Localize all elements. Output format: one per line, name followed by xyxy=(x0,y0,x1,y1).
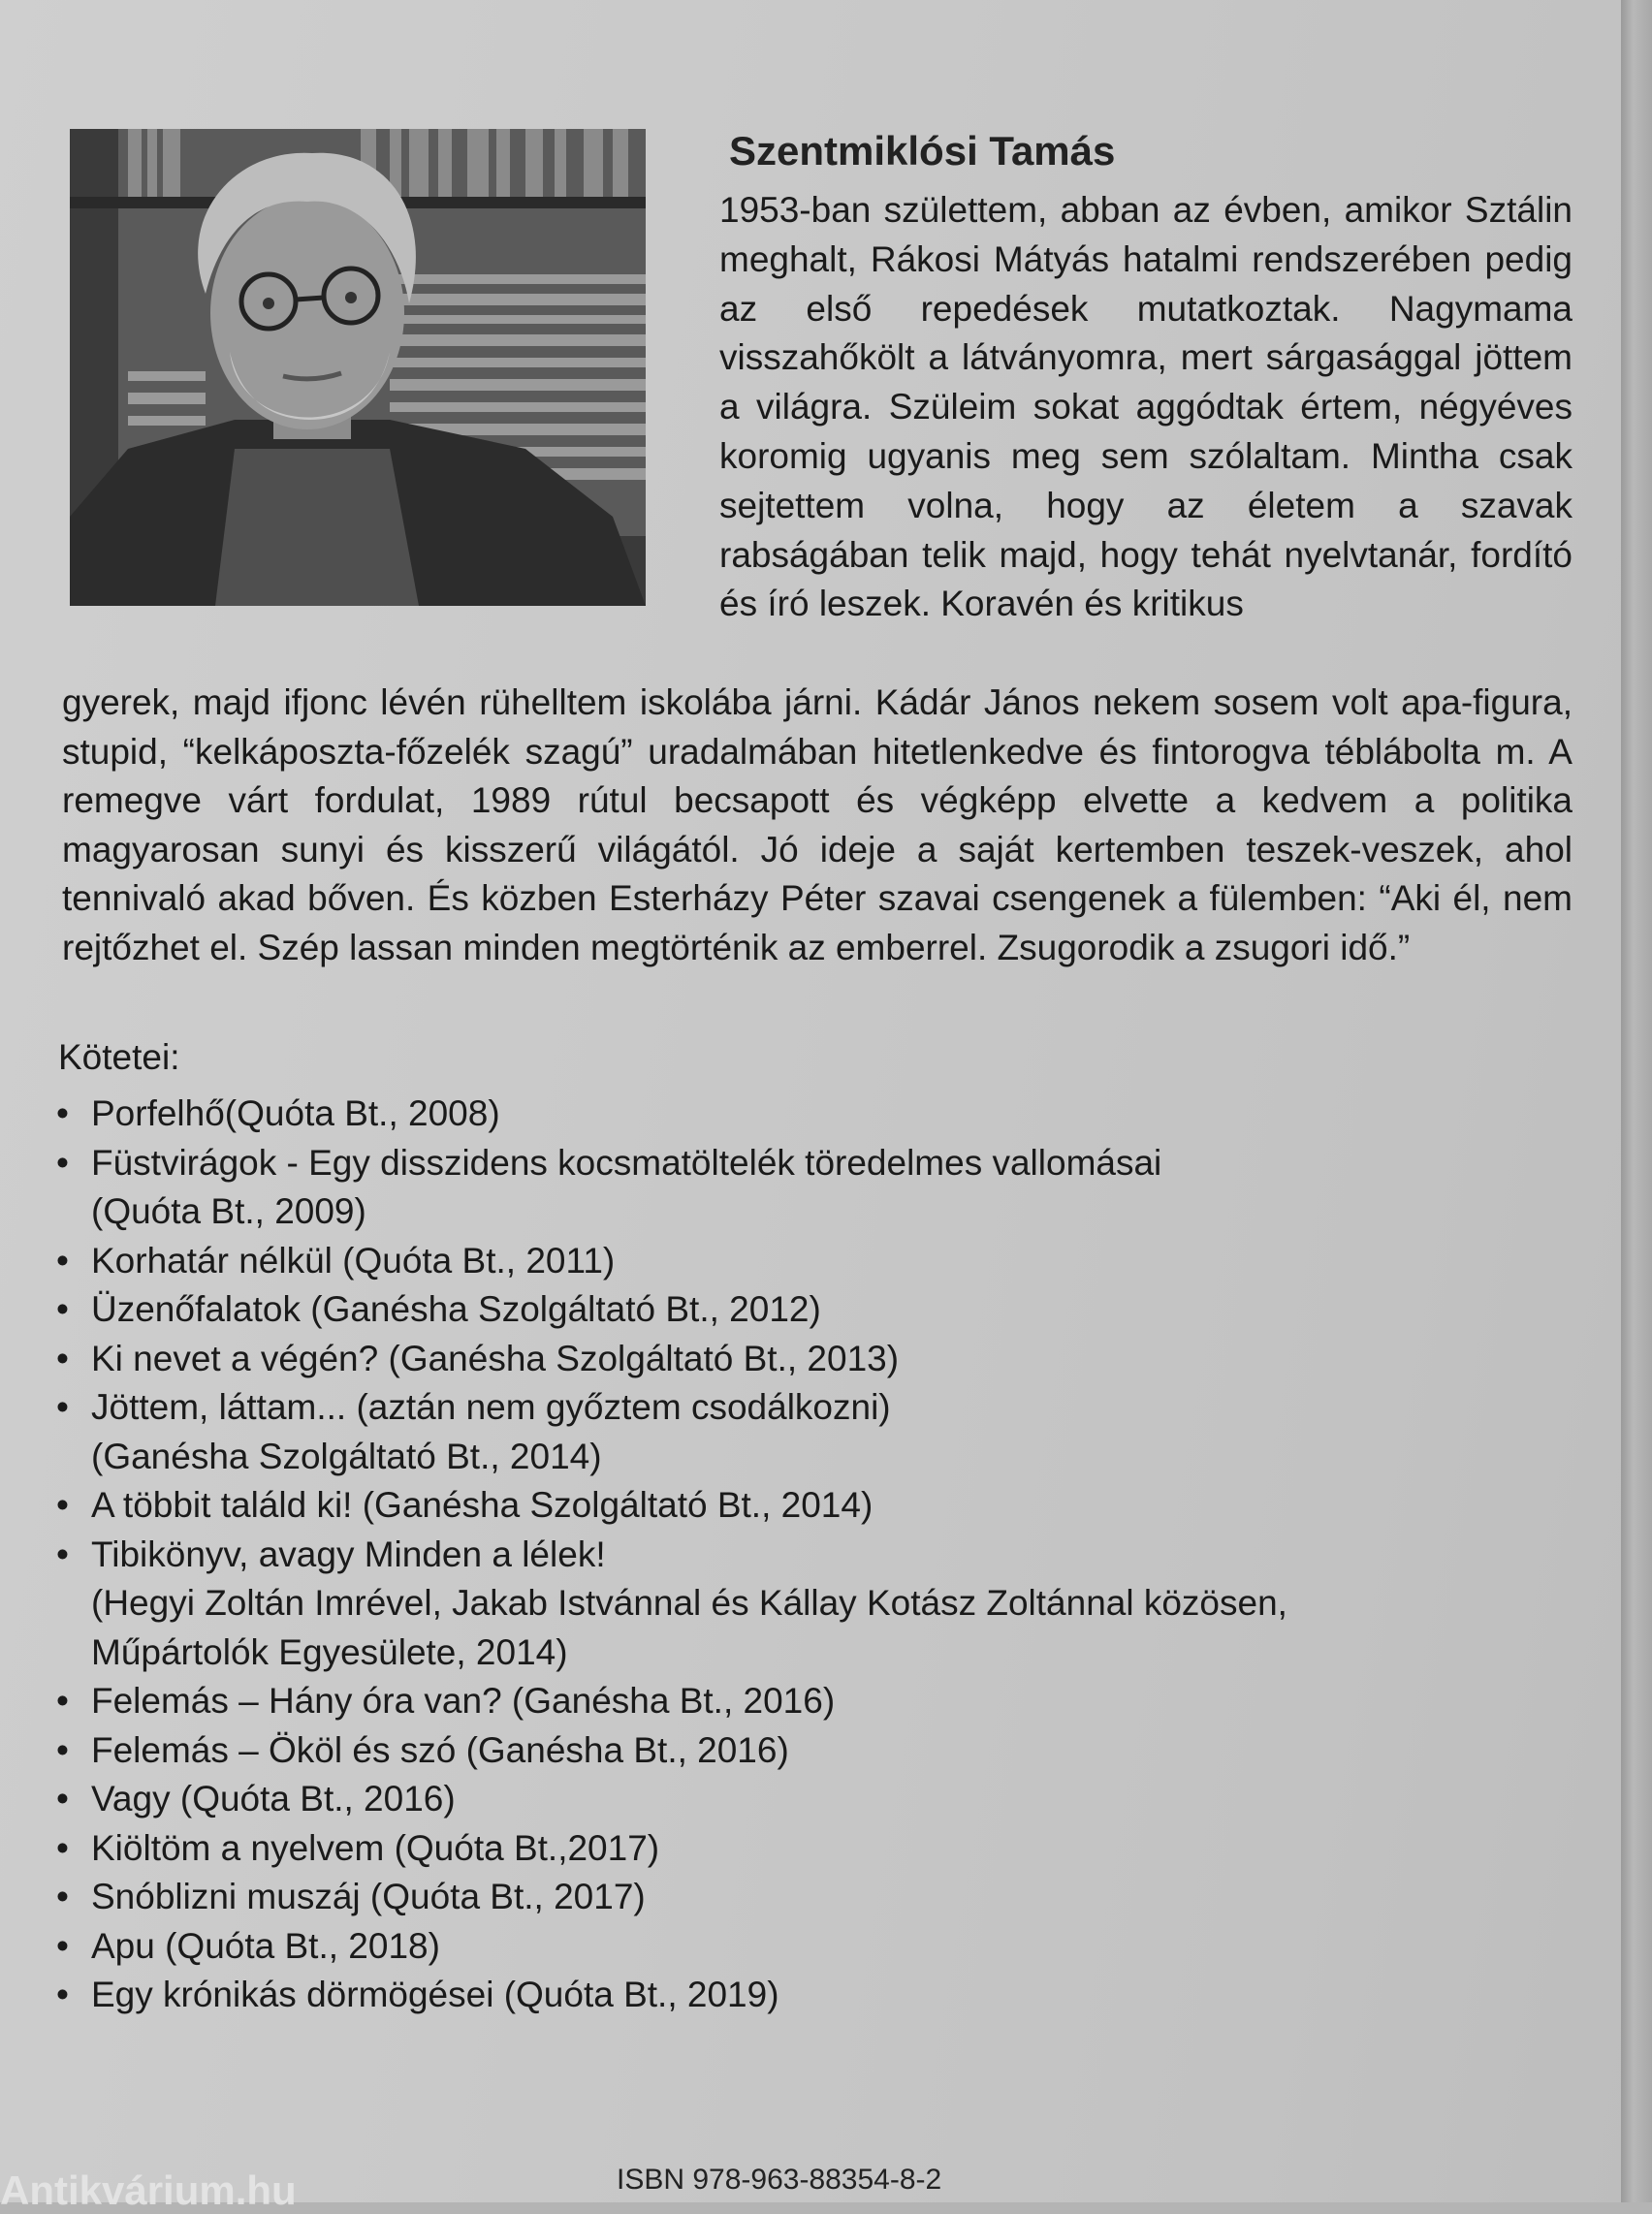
book-line-1: • Felemás – Hány óra van? (Ganésha Bt., 2016) xyxy=(91,1681,836,1721)
book-line-1: • Jöttem, láttam... (aztán nem győztem csodálkozni) xyxy=(91,1387,891,1427)
watermark: Antikvárium.hu xyxy=(0,2167,297,2213)
book-item xyxy=(48,1481,1561,1531)
isbn: ISBN 978-963-88354-8-2 xyxy=(617,2164,942,2196)
book-line-1: • Vagy (Quóta Bt., 2016) xyxy=(91,1779,456,1819)
author-name: Szentmiklósi Tamás xyxy=(729,128,1116,174)
book-item xyxy=(48,1873,1561,1922)
book-item xyxy=(48,1677,1561,1726)
book-item xyxy=(48,1726,1561,1776)
book-line-1: • Felemás – Ököl és szó (Ganésha Bt., 2016) xyxy=(91,1729,789,1770)
book-line-1: • Porfelhő(Quóta Bt., 2008) xyxy=(91,1093,500,1133)
book-line-1: • Apu (Quóta Bt., 2018) xyxy=(91,1925,440,1966)
book-item xyxy=(48,1775,1561,1824)
book-line-1: • Üzenőfalatok (Ganésha Szolgáltató Bt., 2012) xyxy=(91,1289,821,1329)
book-item xyxy=(48,1335,1561,1384)
bio-paragraph-start: 1953-ban születtem, abban az évben, amikor Sztálin meghalt, Rákosi Mátyás hatalmi rendszerében pedig az első repedések mutatkoztak. Nagymama visszahőkölt a látványomra, mert sárgasággal jöttem a világra. Szüleim sokat aggódtak értem, négyéves koromig ugyanis meg sem szólaltam. Mintha csak sejtettem volna, hogy az életem a szavak rabságában telik majd, hogy tehát nyelvtanár, fordító és író leszek. Koravén és kritikus xyxy=(719,190,1573,624)
book-item xyxy=(48,1237,1561,1286)
book-item xyxy=(48,1922,1561,1972)
book-line-1: • Korhatár nélkül (Quóta Bt., 2011) xyxy=(91,1240,616,1281)
book-item xyxy=(48,1531,1561,1678)
bio-paragraph-end: gyerek, majd ifjonc lévén rühelltem iskolába járni. Kádár János nekem sosem volt apa-figura, stupid, “kelkáposzta-főzelék szagú” uradalmában hitetlenkedve és fintorogva téblábolta m. A remegve várt fordulat, 1989 rútul becsapott és végképp elvette a kedvem a politika magyarosan sunyi és kisszerű világától. Jó ideje a saját kertemben teszek-veszek, ahol tennivaló akad bőven. És közben Esterházy Péter szavai csengenek a fülemben: “Aki él, nem rejtőzhet el. Szép lassan minden megtörténik az emberrel. Zsugorodik a zsugori idő.” xyxy=(62,682,1573,967)
book-line-1: • A többit találd ki! (Ganésha Szolgáltató Bt., 2014) xyxy=(91,1485,874,1525)
book-line-1: • Egy krónikás dörmögései (Quóta Bt., 2019) xyxy=(91,1975,779,2014)
book-line-3: Műpártolók Egyesülete, 2014) xyxy=(91,1631,568,1672)
books-heading: Kötetei: xyxy=(58,1037,180,1077)
author-photo xyxy=(70,129,646,606)
book-line-1: • Snóblizni muszáj (Quóta Bt., 2017) xyxy=(91,1877,646,1916)
book-line-2: (Ganésha Szolgáltató Bt., 2014) xyxy=(91,1436,602,1476)
book-line-1: • Tibikönyv, avagy Minden a lélek! xyxy=(91,1534,606,1574)
books-list xyxy=(48,1090,1561,2020)
book-line-1: • Füstvirágok - Egy disszidens kocsmatöltelék töredelmes vallomásai xyxy=(91,1142,1162,1183)
bio-second-part xyxy=(62,679,1573,972)
book-item xyxy=(48,1090,1561,1139)
book-line-2: (Hegyi Zoltán Imrével, Jakab Istvánnal és Kállay Kotász Zoltánnal közösen, xyxy=(91,1583,1287,1623)
book-item xyxy=(48,1383,1561,1481)
book-item xyxy=(48,1139,1561,1237)
bio-first-part xyxy=(719,186,1573,629)
book-line-1: • Kiöltöm a nyelvem (Quóta Bt.,2017) xyxy=(91,1827,660,1868)
book-item xyxy=(48,1285,1561,1335)
book-line-1: • Ki nevet a végén? (Ganésha Szolgáltató Bt., 2013) xyxy=(91,1338,900,1378)
book-item xyxy=(48,1971,1561,2020)
book-spine xyxy=(1621,0,1652,2202)
book-line-2: (Quóta Bt., 2009) xyxy=(91,1191,366,1231)
book-item xyxy=(48,1824,1561,1874)
